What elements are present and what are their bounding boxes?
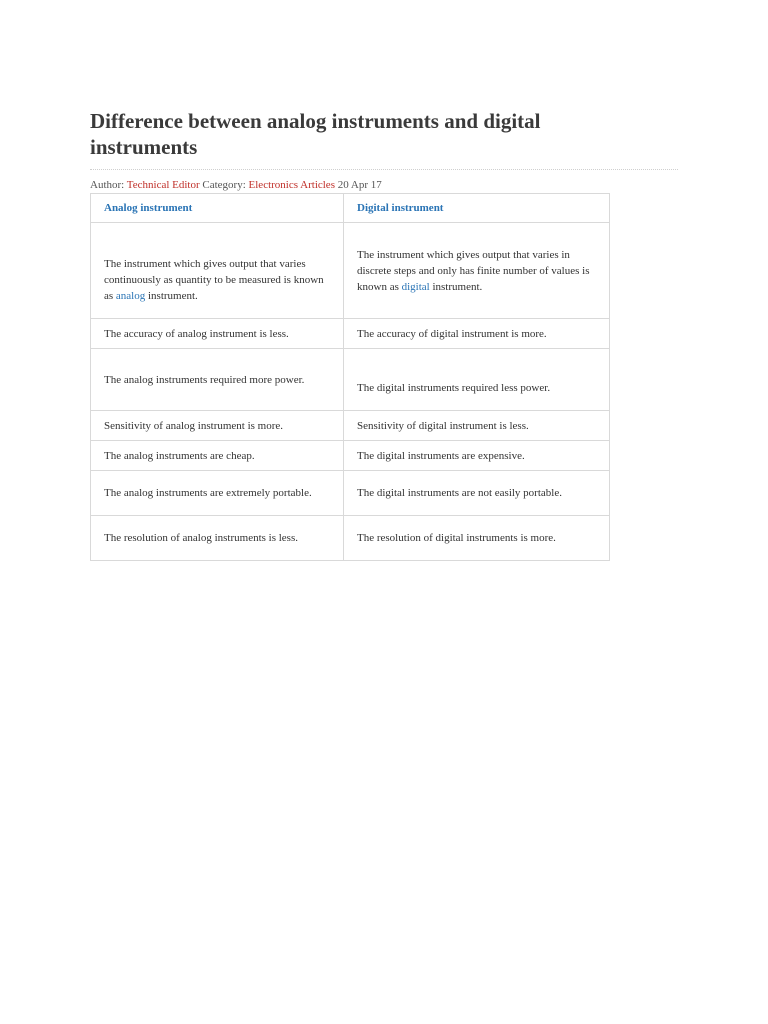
- publish-date: 20 Apr 17: [337, 179, 382, 191]
- cell-digital: The digital instruments required less power.: [344, 349, 610, 411]
- author-link[interactable]: Technical Editor: [126, 179, 200, 191]
- article-meta: [90, 178, 382, 192]
- category-label: Category:: [202, 179, 246, 191]
- table-row: [91, 411, 610, 441]
- table-row: [91, 319, 610, 349]
- analog-definition-end: instrument.: [145, 289, 198, 302]
- header-digital: Digital instrument: [344, 194, 610, 223]
- page-title: Difference between analog instruments and digital instruments: [90, 109, 541, 159]
- table-row: [91, 441, 610, 471]
- cell-digital: The accuracy of digital instrument is more.: [344, 319, 610, 349]
- table-row: [91, 349, 610, 411]
- cell-digital: Sensitivity of digital instrument is less.: [344, 411, 610, 441]
- header-analog: Analog instrument: [91, 194, 344, 223]
- digital-definition-text: The instrument which gives output that varies in discrete steps and only has finite number of values is known as: [357, 248, 590, 293]
- title-divider: [90, 169, 678, 170]
- table-row: [91, 223, 610, 319]
- cell-analog-definition: [91, 223, 344, 319]
- digital-term: digital: [401, 280, 430, 293]
- cell-digital: The digital instruments are not easily portable.: [344, 471, 610, 516]
- cell-analog: The analog instruments required more power.: [91, 349, 344, 411]
- cell-digital-definition: [344, 223, 610, 319]
- cell-analog: Sensitivity of analog instrument is more.: [91, 411, 344, 441]
- table-row: [91, 516, 610, 561]
- category-link[interactable]: Electronics Articles: [248, 179, 335, 191]
- author-label: Author:: [90, 179, 125, 191]
- analog-term: analog: [115, 289, 146, 302]
- cell-analog: The resolution of analog instruments is less.: [91, 516, 344, 561]
- comparison-table: [90, 193, 610, 561]
- cell-analog: The analog instruments are cheap.: [91, 441, 344, 471]
- cell-digital: The resolution of digital instruments is more.: [344, 516, 610, 561]
- cell-digital: The digital instruments are expensive.: [344, 441, 610, 471]
- analog-definition-text: The instrument which gives output that varies continuously as quantity to be measured is known as: [104, 257, 324, 302]
- cell-analog: The accuracy of analog instrument is less.: [91, 319, 344, 349]
- digital-definition-end: instrument.: [429, 280, 483, 293]
- cell-analog: The analog instruments are extremely portable.: [91, 471, 344, 516]
- table-header-row: [91, 194, 610, 223]
- table-row: [91, 471, 610, 516]
